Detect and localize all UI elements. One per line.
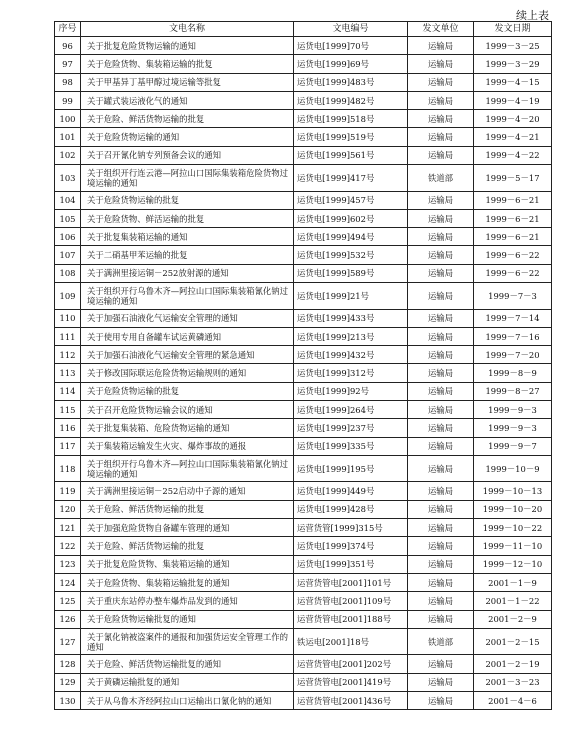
cell-document-number: 运货电[1999]69号: [294, 55, 408, 73]
cell-serial-no: 113: [55, 364, 81, 382]
cell-issuing-unit: 运输局: [408, 437, 474, 455]
cell-issue-date: 1999－8－9: [474, 364, 552, 382]
cell-document-number: 运货电[1999]494号: [294, 228, 408, 246]
cell-document-title: 关于组织开行乌鲁木齐—阿拉山口国际集装箱氰化钠过境运输的通知: [81, 455, 294, 482]
table-row: [55, 246, 552, 264]
cell-document-title: 关于批复集装箱运输的通知: [81, 228, 294, 246]
cell-issue-date: 2001－1－22: [474, 592, 552, 610]
cell-issuing-unit: 运输局: [408, 146, 474, 164]
table-row: [55, 537, 552, 555]
cell-serial-no: 110: [55, 309, 81, 327]
cell-document-number: 运货电[1999]335号: [294, 437, 408, 455]
cell-document-title: 关于重庆东站停办整车爆炸品发到的通知: [81, 592, 294, 610]
cell-document-title: 关于满洲里接运铜－252启动中子源的通知: [81, 482, 294, 500]
header-document-title: 文电名称: [81, 22, 294, 37]
cell-issue-date: 1999－9－3: [474, 419, 552, 437]
cell-issue-date: 1999－7－20: [474, 346, 552, 364]
cell-document-title: 关于氰化钠被盗案件的通报和加强货运安全管理工作的通知: [81, 628, 294, 655]
cell-issue-date: 1999－4－21: [474, 128, 552, 146]
table-row: [55, 573, 552, 591]
header-document-number: 文电编号: [294, 22, 408, 37]
cell-serial-no: 117: [55, 437, 81, 455]
cell-issuing-unit: 运输局: [408, 246, 474, 264]
table-row: [55, 191, 552, 209]
cell-issue-date: 1999－7－14: [474, 309, 552, 327]
header-issuing-unit: 发文单位: [408, 22, 474, 37]
cell-document-title: 关于批复危险货物运输的通知: [81, 37, 294, 55]
cell-document-number: 运货电[1999]432号: [294, 346, 408, 364]
cell-document-number: 运货电[1999]483号: [294, 73, 408, 91]
cell-document-number: 运货电[1999]518号: [294, 110, 408, 128]
cell-serial-no: 107: [55, 246, 81, 264]
cell-document-title: 关于加强石油液化气运输安全管理的通知: [81, 309, 294, 327]
table-row: [55, 519, 552, 537]
cell-serial-no: 130: [55, 691, 81, 709]
cell-document-number: 运货电[1999]449号: [294, 482, 408, 500]
cell-document-number: 运货电[1999]457号: [294, 191, 408, 209]
cell-serial-no: 106: [55, 228, 81, 246]
cell-issue-date: 1999－6－21: [474, 228, 552, 246]
cell-serial-no: 114: [55, 382, 81, 400]
cell-document-number: 运营货管电[2001]188号: [294, 610, 408, 628]
cell-issuing-unit: 运输局: [408, 500, 474, 518]
cell-document-number: 运货电[1999]264号: [294, 401, 408, 419]
cell-document-title: 关于组织开行乌鲁木齐—阿拉山口国际集装箱氰化钠过境运输的通知: [81, 283, 294, 310]
cell-document-title: 关于满洲里接运铜－252放射源的通知: [81, 264, 294, 282]
table-row: [55, 283, 552, 310]
cell-document-number: 运货电[1999]70号: [294, 37, 408, 55]
table-row: [55, 55, 552, 73]
cell-document-title: 关于从乌鲁木齐经阿拉山口运输出口氰化钠的通知: [81, 691, 294, 709]
cell-serial-no: 97: [55, 55, 81, 73]
cell-issue-date: 1999－9－7: [474, 437, 552, 455]
cell-issue-date: 2001－2－9: [474, 610, 552, 628]
cell-document-title: 关于召开氰化钠专列预备会议的通知: [81, 146, 294, 164]
table-row: [55, 382, 552, 400]
header-issue-date: 发文日期: [474, 22, 552, 37]
cell-document-number: 运货电[1999]237号: [294, 419, 408, 437]
table-row: [55, 655, 552, 673]
cell-issue-date: 1999－4－22: [474, 146, 552, 164]
cell-issuing-unit: 运输局: [408, 419, 474, 437]
cell-issuing-unit: 运输局: [408, 327, 474, 345]
cell-issuing-unit: 运输局: [408, 610, 474, 628]
cell-serial-no: 121: [55, 519, 81, 537]
cell-issue-date: 2001－2－15: [474, 628, 552, 655]
cell-document-number: 运营货管电[2001]436号: [294, 691, 408, 709]
table-row: [55, 555, 552, 573]
cell-serial-no: 98: [55, 73, 81, 91]
cell-document-number: 铁运电[2001]18号: [294, 628, 408, 655]
cell-document-title: 关于危险货物运输的批复: [81, 382, 294, 400]
cell-document-title: 关于组织开行连云港—阿拉山口国际集装箱危险货物过境运输的通知: [81, 165, 294, 192]
cell-document-title: 关于罐式装运液化气的通知: [81, 91, 294, 109]
cell-issuing-unit: 运输局: [408, 482, 474, 500]
table-row: [55, 146, 552, 164]
cell-document-title: 关于修改国际联运危险货物运输规则的通知: [81, 364, 294, 382]
cell-document-number: 运货电[1999]312号: [294, 364, 408, 382]
cell-issue-date: 2001－1－9: [474, 573, 552, 591]
cell-document-title: 关于危险货物运输的通知: [81, 128, 294, 146]
cell-issuing-unit: 运输局: [408, 37, 474, 55]
cell-document-number: 运货电[1999]428号: [294, 500, 408, 518]
cell-serial-no: 101: [55, 128, 81, 146]
cell-serial-no: 99: [55, 91, 81, 109]
cell-issuing-unit: 运输局: [408, 128, 474, 146]
cell-serial-no: 108: [55, 264, 81, 282]
cell-serial-no: 123: [55, 555, 81, 573]
cell-issue-date: 1999－5－17: [474, 165, 552, 192]
table-row: [55, 264, 552, 282]
cell-document-number: 运营货管[1999]315号: [294, 519, 408, 537]
table-row: [55, 419, 552, 437]
cell-document-number: 运营货管电[2001]419号: [294, 673, 408, 691]
cell-serial-no: 103: [55, 165, 81, 192]
cell-issue-date: 1999－10－9: [474, 455, 552, 482]
cell-issue-date: 1999－3－29: [474, 55, 552, 73]
cell-serial-no: 122: [55, 537, 81, 555]
cell-document-title: 关于加强石油液化气运输安全管理的紧急通知: [81, 346, 294, 364]
cell-issuing-unit: 运输局: [408, 264, 474, 282]
cell-issue-date: 1999－4－20: [474, 110, 552, 128]
cell-issue-date: 2001－3－23: [474, 673, 552, 691]
table-row: [55, 128, 552, 146]
cell-document-title: 关于危险货物运输的批复: [81, 191, 294, 209]
cell-serial-no: 124: [55, 573, 81, 591]
cell-issue-date: 1999－11－10: [474, 537, 552, 555]
cell-issue-date: 1999－10－20: [474, 500, 552, 518]
cell-document-number: 运货电[1999]21号: [294, 283, 408, 310]
cell-serial-no: 116: [55, 419, 81, 437]
cell-document-number: 运货电[1999]433号: [294, 309, 408, 327]
cell-issuing-unit: 运输局: [408, 401, 474, 419]
cell-document-title: 关于批复危险货物、集装箱运输的通知: [81, 555, 294, 573]
cell-issuing-unit: 铁道部: [408, 165, 474, 192]
cell-issuing-unit: 运输局: [408, 673, 474, 691]
cell-issue-date: 2001－2－19: [474, 655, 552, 673]
cell-document-number: 运营货管电[2001]101号: [294, 573, 408, 591]
cell-serial-no: 100: [55, 110, 81, 128]
cell-document-title: 关于批复集装箱、危险货物运输的通知: [81, 419, 294, 437]
cell-document-title: 关于危险、鲜活货物运输的批复: [81, 110, 294, 128]
cell-document-title: 关于黄磷运输批复的通知: [81, 673, 294, 691]
table-row: [55, 610, 552, 628]
table-row: [55, 592, 552, 610]
cell-issue-date: 1999－8－27: [474, 382, 552, 400]
cell-issuing-unit: 运输局: [408, 573, 474, 591]
table-row: [55, 401, 552, 419]
table-row: [55, 482, 552, 500]
cell-document-number: 运营货管电[2001]202号: [294, 655, 408, 673]
cell-issuing-unit: 运输局: [408, 382, 474, 400]
cell-issue-date: 1999－7－3: [474, 283, 552, 310]
table-row: [55, 309, 552, 327]
cell-document-title: 关于危险、鲜活货物运输的批复: [81, 500, 294, 518]
cell-issue-date: 1999－3－25: [474, 37, 552, 55]
cell-document-number: 运货电[1999]374号: [294, 537, 408, 555]
cell-issuing-unit: 运输局: [408, 55, 474, 73]
cell-document-number: 运营货管电[2001]109号: [294, 592, 408, 610]
cell-issue-date: 1999－12－10: [474, 555, 552, 573]
cell-serial-no: 96: [55, 37, 81, 55]
cell-document-number: 运货电[1999]519号: [294, 128, 408, 146]
cell-serial-no: 128: [55, 655, 81, 673]
cell-issue-date: 1999－7－16: [474, 327, 552, 345]
cell-issue-date: 1999－6－22: [474, 246, 552, 264]
cell-document-number: 运货电[1999]92号: [294, 382, 408, 400]
cell-issuing-unit: 铁道部: [408, 628, 474, 655]
cell-document-number: 运货电[1999]195号: [294, 455, 408, 482]
cell-issuing-unit: 运输局: [408, 691, 474, 709]
cell-serial-no: 125: [55, 592, 81, 610]
cell-document-number: 运货电[1999]351号: [294, 555, 408, 573]
table-row: [55, 500, 552, 518]
cell-issuing-unit: 运输局: [408, 283, 474, 310]
cell-document-title: 关于使用专用自备罐车试运黄磷通知: [81, 327, 294, 345]
cell-document-title: 关于集装箱运输发生火灾、爆炸事故的通报: [81, 437, 294, 455]
cell-document-title: 关于危险货物运输批复的通知: [81, 610, 294, 628]
cell-issue-date: 2001－4－6: [474, 691, 552, 709]
cell-serial-no: 102: [55, 146, 81, 164]
cell-issuing-unit: 运输局: [408, 346, 474, 364]
table-row: [55, 37, 552, 55]
table-row: [55, 691, 552, 709]
cell-serial-no: 105: [55, 209, 81, 227]
cell-serial-no: 109: [55, 283, 81, 310]
table-row: [55, 73, 552, 91]
table-row: [55, 110, 552, 128]
cell-issue-date: 1999－4－19: [474, 91, 552, 109]
cell-serial-no: 112: [55, 346, 81, 364]
cell-issue-date: 1999－9－3: [474, 401, 552, 419]
document-table: [54, 21, 552, 710]
cell-issuing-unit: 运输局: [408, 73, 474, 91]
table-caption: 续上表: [516, 9, 549, 22]
cell-document-number: 运货电[1999]561号: [294, 146, 408, 164]
table-row: [55, 228, 552, 246]
cell-issuing-unit: 运输局: [408, 655, 474, 673]
cell-issue-date: 1999－6－21: [474, 209, 552, 227]
cell-issuing-unit: 运输局: [408, 209, 474, 227]
cell-issuing-unit: 运输局: [408, 110, 474, 128]
cell-issue-date: 1999－10－13: [474, 482, 552, 500]
table-row: [55, 209, 552, 227]
cell-document-title: 关于危险、鲜活货物运输的批复: [81, 537, 294, 555]
cell-serial-no: 118: [55, 455, 81, 482]
cell-issue-date: 1999－6－21: [474, 191, 552, 209]
table-row: [55, 364, 552, 382]
cell-document-number: 运货电[1999]532号: [294, 246, 408, 264]
cell-document-title: 关于危险货物、集装箱运输批复的通知: [81, 573, 294, 591]
cell-serial-no: 129: [55, 673, 81, 691]
cell-issuing-unit: 运输局: [408, 555, 474, 573]
cell-document-number: 运货电[1999]482号: [294, 91, 408, 109]
cell-document-number: 运货电[1999]417号: [294, 165, 408, 192]
cell-document-title: 关于甲基异丁基甲醇过境运输等批复: [81, 73, 294, 91]
cell-document-title: 关于召开危险货物运输会议的通知: [81, 401, 294, 419]
cell-document-title: 关于危险货物、鲜活运输的批复: [81, 209, 294, 227]
table-row: [55, 628, 552, 655]
table-row: [55, 165, 552, 192]
cell-issuing-unit: 运输局: [408, 519, 474, 537]
cell-serial-no: 126: [55, 610, 81, 628]
table-row: [55, 91, 552, 109]
table-row: [55, 673, 552, 691]
cell-document-number: 运货电[1999]213号: [294, 327, 408, 345]
cell-document-number: 运货电[1999]589号: [294, 264, 408, 282]
table-row: [55, 437, 552, 455]
cell-document-title: 关于二硝基甲苯运输的批复: [81, 246, 294, 264]
cell-document-title: 关于加强危险货物自备罐车管理的通知: [81, 519, 294, 537]
cell-issue-date: 1999－6－22: [474, 264, 552, 282]
cell-issue-date: 1999－10－22: [474, 519, 552, 537]
cell-issuing-unit: 运输局: [408, 364, 474, 382]
cell-issuing-unit: 运输局: [408, 309, 474, 327]
header-serial-no: 序号: [55, 22, 81, 37]
cell-document-number: 运货电[1999]602号: [294, 209, 408, 227]
cell-serial-no: 127: [55, 628, 81, 655]
table-row: [55, 455, 552, 482]
cell-issuing-unit: 运输局: [408, 228, 474, 246]
table-row: [55, 327, 552, 345]
cell-serial-no: 119: [55, 482, 81, 500]
cell-document-title: 关于危险、鲜活货物运输批复的通知: [81, 655, 294, 673]
table-row: [55, 346, 552, 364]
table-header-row: [55, 22, 552, 37]
cell-issue-date: 1999－4－15: [474, 73, 552, 91]
cell-issuing-unit: 运输局: [408, 455, 474, 482]
cell-serial-no: 120: [55, 500, 81, 518]
cell-issuing-unit: 运输局: [408, 91, 474, 109]
cell-serial-no: 115: [55, 401, 81, 419]
cell-document-title: 关于危险货物、集装箱运输的批复: [81, 55, 294, 73]
cell-issuing-unit: 运输局: [408, 592, 474, 610]
cell-issuing-unit: 运输局: [408, 191, 474, 209]
cell-serial-no: 111: [55, 327, 81, 345]
cell-issuing-unit: 运输局: [408, 537, 474, 555]
cell-serial-no: 104: [55, 191, 81, 209]
